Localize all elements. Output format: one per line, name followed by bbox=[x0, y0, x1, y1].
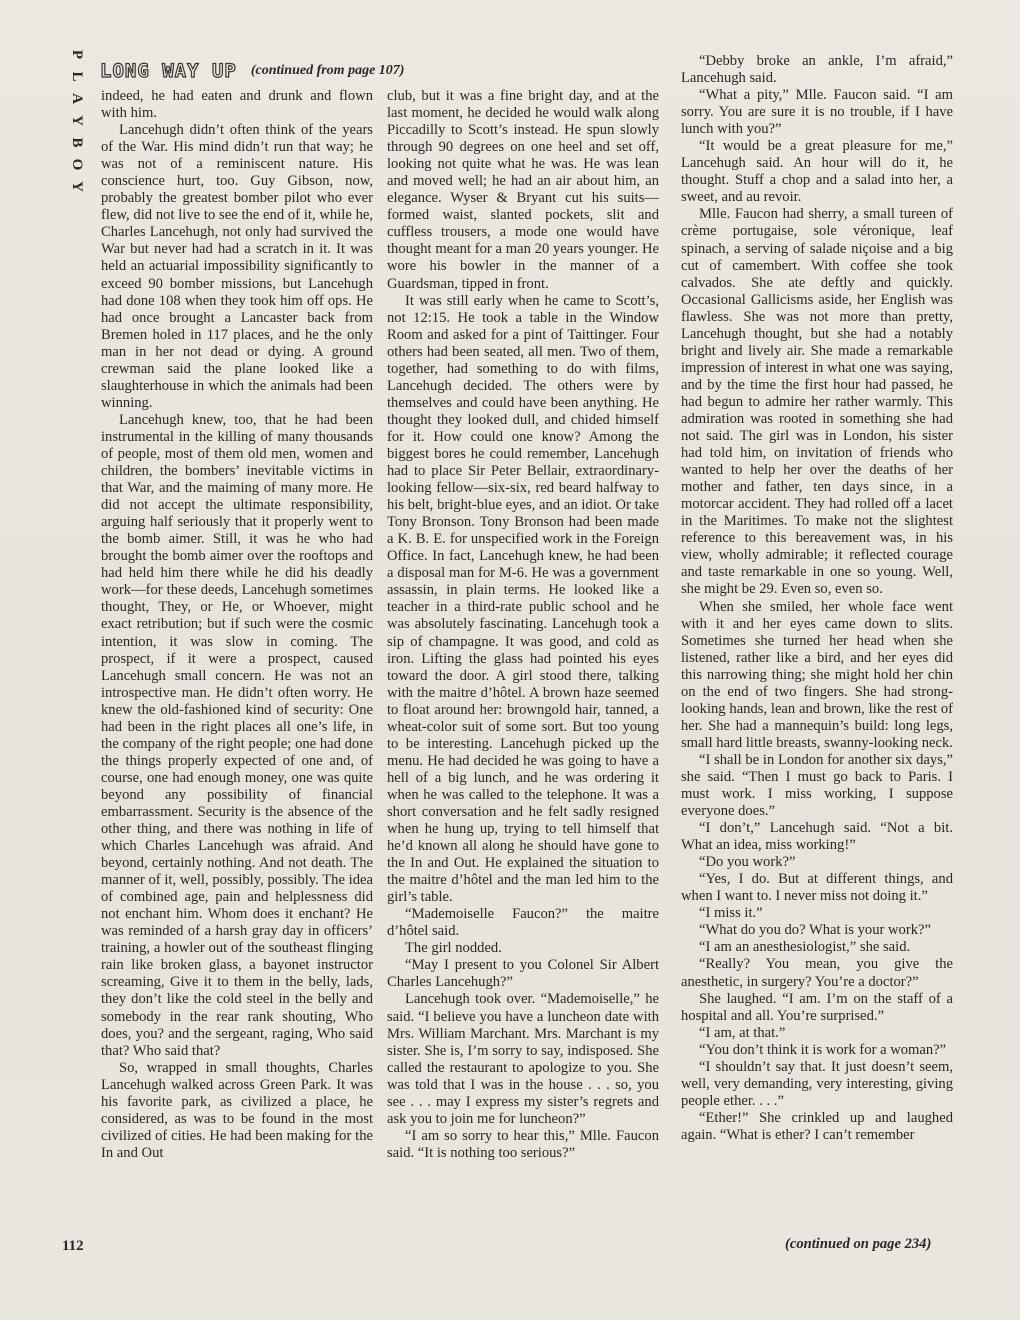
paragraph: When she smiled, her whole face went with it and her eyes came down to slits. Sometimes she turned her head when she listened, rather like a bird, and her eyes did this narrowing thing; she might hold her chin on the end of two fingers. She had strong-looking hands, lean and brown, like the rest of her. She had a mannequin’s build: long legs, small hard little breasts, swanny-looking neck. bbox=[681, 598, 953, 751]
paragraph: “What a pity,” Mlle. Faucon said. “I am sorry. You are sure it is no trouble, if I have lunch with you?” bbox=[681, 87, 953, 138]
paragraph: “Mademoiselle Faucon?” the maitre d’hôtel said. bbox=[387, 906, 659, 940]
spine-letter: Y bbox=[69, 115, 85, 127]
spine-letter: L bbox=[69, 71, 85, 83]
paragraph: “What do you do? What is your work?” bbox=[699, 922, 931, 939]
paragraph: “I shall be in London for another six days,” she said. “Then I must go back to Paris. I must work. I miss working, I suppose everyone does.” bbox=[681, 751, 953, 820]
continued-on-note: (continued on page 234) bbox=[785, 1236, 932, 1252]
magazine-spine-title bbox=[66, 44, 88, 198]
paragraph: “It would be a great pleasure for me,” Lancehugh said. An hour will do it, he thought. Stuff a chop and a salad into her, a sweet, and au revoir. bbox=[681, 138, 953, 206]
story-title-logo: LONG WAY UP bbox=[100, 60, 237, 82]
paragraph: “Debby broke an ankle, I’m afraid,” Lancehugh said. bbox=[681, 53, 953, 87]
spine-letter: P bbox=[69, 49, 85, 61]
paragraph: club, but it was a fine bright day, and at the last moment, he decided he would walk along Piccadilly to Scott’s instead. He spun slowly through 90 degrees on one heel and set off, looking not quite what he was. He was lean and moved well; he had an air about him, an elegance. Wyser & Bryant cut his suits—formed waist, slanted pockets, slit and cuffless trousers, a mode one would have thought meant for a man 20 years younger. He wore his bowler in the manner of a Guardsman, tipped in front. bbox=[387, 88, 659, 292]
continued-from-note: (continued from page 107) bbox=[250, 63, 405, 78]
text-column-1 bbox=[101, 88, 373, 1162]
paragraph: “May I present to you Colonel Sir Albert Charles Lancehugh?” bbox=[387, 957, 659, 991]
paragraph: “I don’t,” Lancehugh said. “Not a bit. What an idea, miss working!” bbox=[681, 820, 953, 854]
text-column-3 bbox=[681, 53, 953, 1144]
paragraph: “I shouldn’t say that. It just doesn’t seem, well, very demanding, very interesting, giving people ether. . . .” bbox=[681, 1058, 953, 1109]
paragraph: Lancehugh took over. “Mademoiselle,” he said. “I believe you have a luncheon date with Mrs. William Marchant. Mrs. Marchant is my sister. She is, I’m sorry to say, indisposed. She called the restaurant to apologize to you. She was told that I was in the house . . . so, you see . . . may I express my sister’s regrets and ask you to join me for luncheon?” bbox=[387, 991, 659, 1127]
article-header bbox=[100, 54, 404, 88]
spine-letter: Y bbox=[69, 181, 85, 193]
paragraph: “You don’t think it is work for a woman?” bbox=[699, 1041, 947, 1058]
spine-letter: O bbox=[69, 158, 85, 172]
spine-letter: B bbox=[69, 137, 85, 149]
paragraph: Lancehugh knew, too, that he had been instrumental in the killing of many thousands of people, most of them old men, women and children, the bombers’ inevitable victims in that War, and the maiming of many more. He did not accept the ultimate responsibility, arguing half seriously that it properly went to the bomb aimer. Still, it was he who had brought the bomb aimer over the rooftops and had held him there while he did his deadly work—for these deeds, Lancehugh sometimes thought, They, or He, or Whoever, might exact retribution; but if such were the cosmic intention, it was slow in coming. The prospect, if it were a prospect, caused Lancehugh small concern. He was not an introspective man. He didn’t often worry. He knew the old-fashioned kind of security: One had been in the right places all one’s life, in the company of the right people; one had done the things properly expected of one and, of course, one had enough money, one was quite beyond any possibility of financial embarrassment. Security is the absence of the other thing, and there was nothing in life of which Charles Lancehugh was afraid. And beyond, certainly nothing. And not death. The manner of it, well, possibly, possibly. The idea of combined age, pain and helplessness did not enchant him. Whom does it enchant? He was reminded of a harsh gray day in officers’ training, a howler out of the southeast flinging rain like broken glass, a bayonet instructor screaming, Give it to them in the belly, lads, they don’t like the cold steel in the belly and somebody in the rear rank shouting, Who does, you? and the sergeant, raging, Who said that? Who said that? bbox=[101, 411, 373, 1059]
paragraph: The girl nodded. bbox=[405, 940, 502, 957]
paragraph: It was still early when he came to Scott’s, not 12:15. He took a table in the Window Room and asked for a pint of Taittinger. Four others had been seated, all men. Two of them, together, had something to do with films, Lancehugh decided. The others were by themselves and could have been anything. He thought they looked dull, and chided himself for it. How could one know? Among the biggest bores he could remember, Lancehugh had to place Sir Peter Bellair, extraordinary-looking fellow—six-six, red beard halfway to his belt, bright-blue eyes, and an idiot. Or take Tony Bronson. Tony Bronson had been made a K. B. E. for unspecified work in the Foreign Office. In fact, Lancehugh knew, he had been a disposal man for M-6. He was a government assassin, in plain terms. He looked like a teacher in a third-rate public school and he was absolutely fascinating. Lancehugh took a sip of champagne. It was good, and cold as iron. Lifting the glass had pointed his eyes toward the door. A girl stood there, talking with the maitre d’hôtel. A brown haze seemed to float around her: browngold hair, tanned, a wheat-color suit of some sort. But too young to be interesting. Lancehugh picked up the menu. He had decided he was going to have a hell of a big lunch, and he was ordering it when he was called to the telephone. It was a short conversation and he felt sadly resigned when he hung up, trying to tell himself that he’d known all along he should have gone to the In and Out. He explained the situation to the maitre d’hôtel and the man led him to the girl’s table. bbox=[387, 292, 659, 906]
paragraph: She laughed. “I am. I’m on the staff of a hospital and all. You’re surprised.” bbox=[681, 990, 953, 1024]
spine-letter: A bbox=[69, 93, 85, 105]
paragraph: So, wrapped in small thoughts, Charles Lancehugh walked across Green Park. It was his favorite park, as civilized a place, he considered, as was to be found in the most civilized of cities. He had been making for the In and Out bbox=[101, 1059, 373, 1161]
paragraph: “I am an anesthesiologist,” she said. bbox=[699, 939, 911, 956]
paragraph: indeed, he had eaten and drunk and flown with him. bbox=[101, 88, 373, 122]
paragraph: “I miss it.” bbox=[699, 905, 763, 922]
paragraph: Lancehugh didn’t often think of the years of the War. His mind didn’t run that way; he was not of a reminiscent nature. His conscience hurt, too. Guy Gibson, now, probably the greatest bomber pilot who ever flew, did not live to see the end of it, while he, Charles Lancehugh, not only had survived the War but never had had a scratch in it. It was held an actuarial impossibility significantly to exceed 90 bomber missions, but Lancehugh had done 108 when they took him off ops. He had once brought a Lancaster back from Bremen holed in 117 places, and he the only man in her not dead or dying. A ground crewman said the plane looked like a slaughterhouse in which the animals had been winning. bbox=[101, 122, 373, 411]
paragraph: “I am, at that.” bbox=[699, 1024, 786, 1041]
paragraph: “Do you work?” bbox=[699, 854, 796, 871]
paragraph: “Yes, I do. But at different things, and when I want to. I never miss not doing it.” bbox=[681, 871, 953, 905]
text-column-2 bbox=[387, 88, 659, 1162]
page-number: 112 bbox=[62, 1238, 84, 1254]
paragraph: “Ether!” She crinkled up and laughed again. “What is ether? I can’t remember bbox=[681, 1109, 953, 1143]
paragraph: “Really? You mean, you give the anesthetic, in surgery? You’re a doctor?” bbox=[681, 956, 953, 990]
paragraph: “I am so sorry to hear this,” Mlle. Faucon said. “It is nothing too serious?” bbox=[387, 1127, 659, 1161]
paragraph: Mlle. Faucon had sherry, a small tureen of crème portugaise, sole véronique, leaf spinach, a serving of salade niçoise and a big cut of camembert. With coffee she took calvados. She ate deftly and quickly. Occasional Gallicisms aside, her English was flawless. She was not more than pretty, Lancehugh thought, but she had a notably bright and lively air. She made a remarkable impression of interest in what one was saying, and by the time the first hour had passed, he had begun to admire her rather warmly. This admiration was rooted in something she had not said. The girl was in London, his sister had told him, on invitation of friends who wanted to help her over the deaths of her mother and father, ten days since, in a motorcar accident. They had rolled off a lacet in the Maritimes. To make not the slightest reference to this bereavement was, in his view, wholly admirable; it reflected courage and taste remarkable in one so young. Well, she might be 29. Even so, even so. bbox=[681, 206, 953, 598]
